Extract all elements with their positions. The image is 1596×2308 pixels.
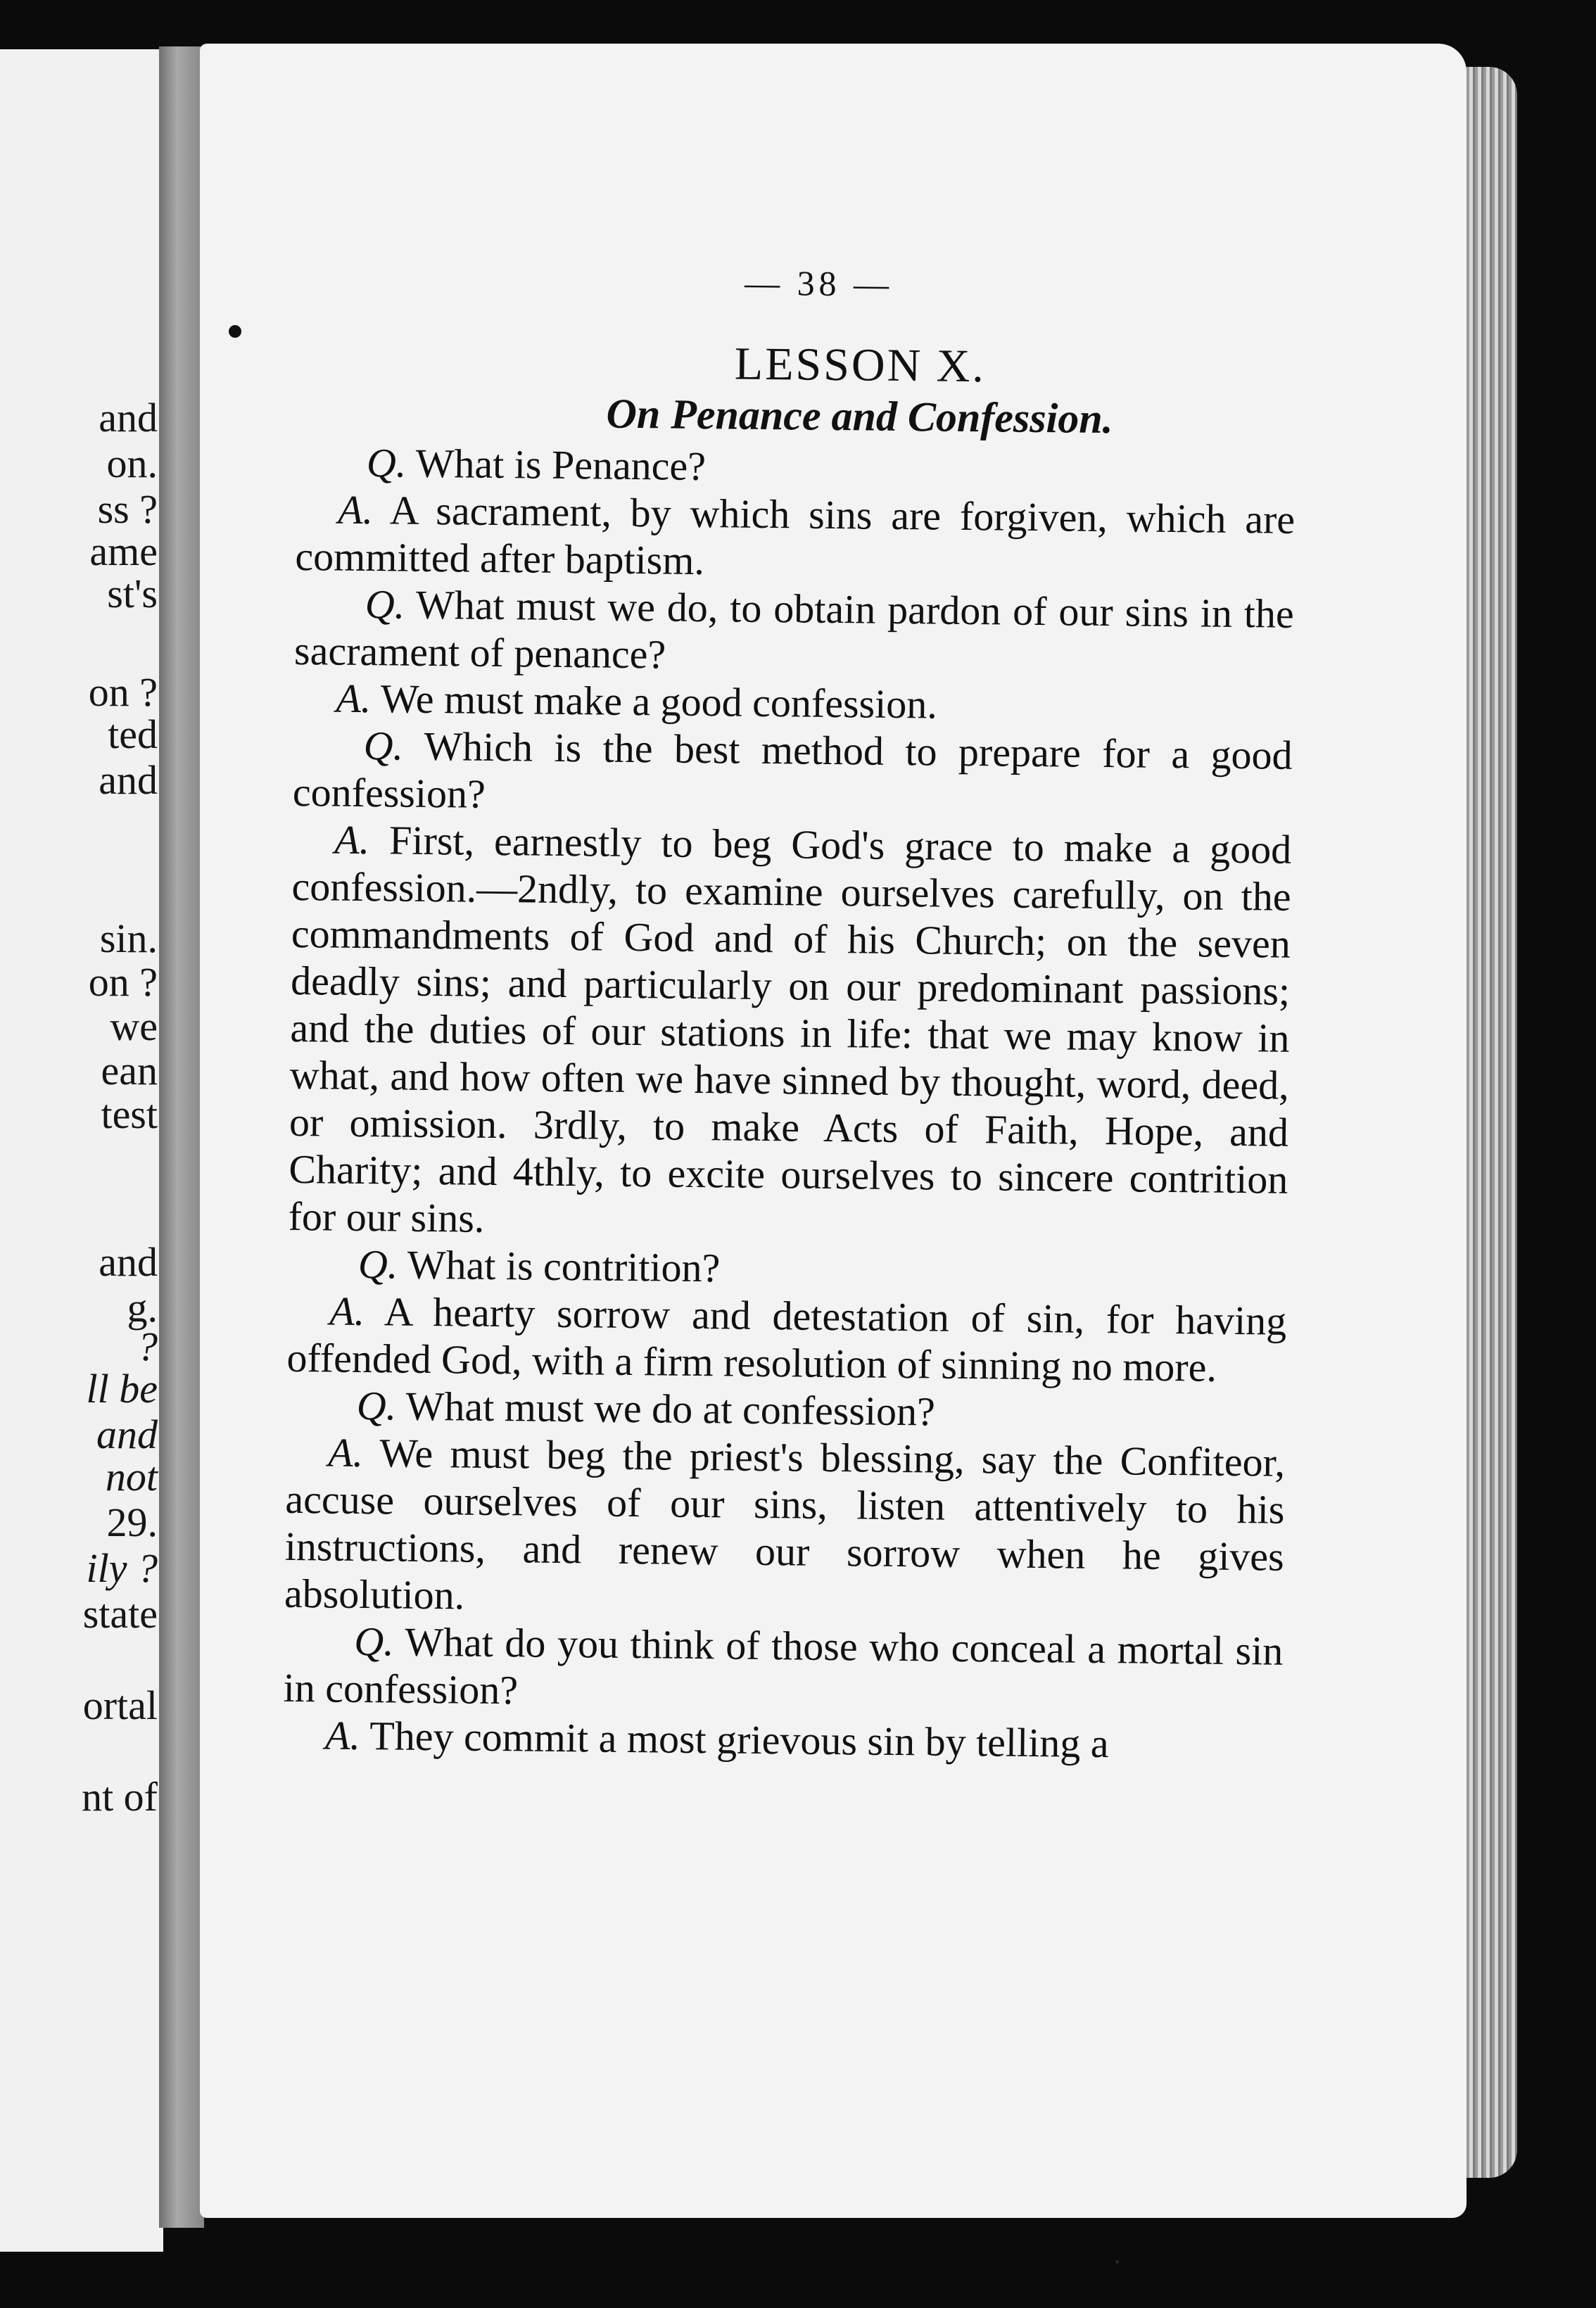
question-text: What must we do, to obtain pardon of our sins in the sacrament of penance? xyxy=(293,581,1295,678)
facing-page-fragment: st's xyxy=(107,571,158,616)
book-page xyxy=(200,44,1467,2218)
lesson-subtitle: On Penance and Confession. xyxy=(606,390,1114,443)
facing-page-fragment: and xyxy=(99,395,158,440)
facing-page-fragment: ? xyxy=(137,1324,158,1369)
question-paragraph xyxy=(294,580,1294,685)
question-label: Q. xyxy=(366,440,407,486)
answer-text: A hearty sorrow and detestation of sin, for having offended God, with a firm resolution of sinning no more. xyxy=(286,1288,1287,1390)
answer-label: A. xyxy=(336,675,372,722)
facing-page-fragment: on ? xyxy=(88,669,158,715)
ink-speck xyxy=(229,325,241,338)
facing-page-fragment: test xyxy=(101,1091,158,1137)
facing-page-fragment: nt of xyxy=(82,1774,158,1820)
question-label: Q. xyxy=(363,723,404,769)
question-paragraph xyxy=(283,1617,1283,1722)
facing-page-fragment: on ? xyxy=(88,959,158,1005)
question-label: Q. xyxy=(354,1618,395,1665)
page-text xyxy=(283,255,1298,1769)
facing-page-fragment: and xyxy=(99,757,158,803)
answer-text: A sacrament, by which sins are forgiven, which are committed after baptism. xyxy=(295,487,1296,584)
question-label: Q. xyxy=(357,1241,398,1288)
facing-page-fragment: ean xyxy=(101,1048,158,1093)
question-label: Q. xyxy=(365,581,405,628)
answer-label: A. xyxy=(334,816,370,863)
answer-paragraph xyxy=(288,816,1291,1250)
facing-page-fragment: on. xyxy=(106,440,158,486)
answer-paragraph xyxy=(286,1287,1286,1392)
facing-page-fragment: sin. xyxy=(99,915,158,961)
book-gutter xyxy=(159,46,204,2228)
facing-page-fragment: state xyxy=(82,1591,158,1637)
answer-paragraph xyxy=(284,1428,1286,1628)
facing-page-fragment: ily ? xyxy=(86,1545,158,1591)
question-label: Q. xyxy=(356,1382,397,1429)
facing-page-fragment: 29. xyxy=(106,1499,158,1545)
facing-page xyxy=(0,49,163,2252)
answer-text: First, earnestly to beg God's grace to make a good confession.—2ndly, to examine ourselves carefully, on the commandments of God and of his Church; on the seven deadly sins; and particularly on our predominant passions; and the duties of our stations in life: that we may know in what, and how often we have sinned by thought, word, deed, or omission. 3rdly, to make Acts of Faith, Hope, and Charity; and 4thly, to excite ourselves to sincere contrition for our sins. xyxy=(288,817,1292,1241)
question-paragraph xyxy=(293,721,1293,826)
answer-text: We must beg the priest's blessing, say the Confiteor, accuse ourselves of our sins, listen attentively to his instructions, and renew our sorrow when he gives absolution. xyxy=(284,1430,1286,1618)
question-text: What is contrition? xyxy=(407,1241,721,1291)
answer-label: A. xyxy=(329,1288,365,1335)
facing-page-fragment: ortal xyxy=(82,1682,158,1728)
facing-page-fragment: ll be xyxy=(86,1366,158,1412)
question-text: Which is the best method to prepare for a good confession? xyxy=(292,723,1293,817)
answer-text: They commit a most grievous sin by telling a xyxy=(369,1713,1109,1767)
facing-page-fragment: ss ? xyxy=(97,486,158,532)
answer-text: We must make a good confession. xyxy=(380,676,938,728)
question-text: What is Penance? xyxy=(415,440,707,490)
answer-paragraph xyxy=(283,1711,1283,1769)
facing-page-fragment: we xyxy=(110,1003,158,1049)
facing-page-fragment: ted xyxy=(108,711,158,757)
answer-label: A. xyxy=(327,1429,364,1476)
facing-page-fragment: g. xyxy=(127,1285,158,1331)
page-number: — 38 — xyxy=(744,262,894,304)
question-text: What do you think of those who conceal a mortal sin in confession? xyxy=(283,1618,1284,1713)
facing-page-fragment: and xyxy=(99,1239,158,1285)
facing-page-fragment: and xyxy=(96,1412,158,1457)
question-text: What must we do at confession? xyxy=(405,1383,936,1435)
facing-page-fragment: ame xyxy=(89,528,158,574)
answer-paragraph xyxy=(295,486,1295,590)
facing-page-fragment: not xyxy=(105,1454,158,1499)
answer-label: A. xyxy=(324,1712,361,1759)
answer-label: A. xyxy=(337,486,374,533)
catechism-body xyxy=(283,438,1296,1769)
lesson-title: LESSON X. xyxy=(734,338,987,393)
